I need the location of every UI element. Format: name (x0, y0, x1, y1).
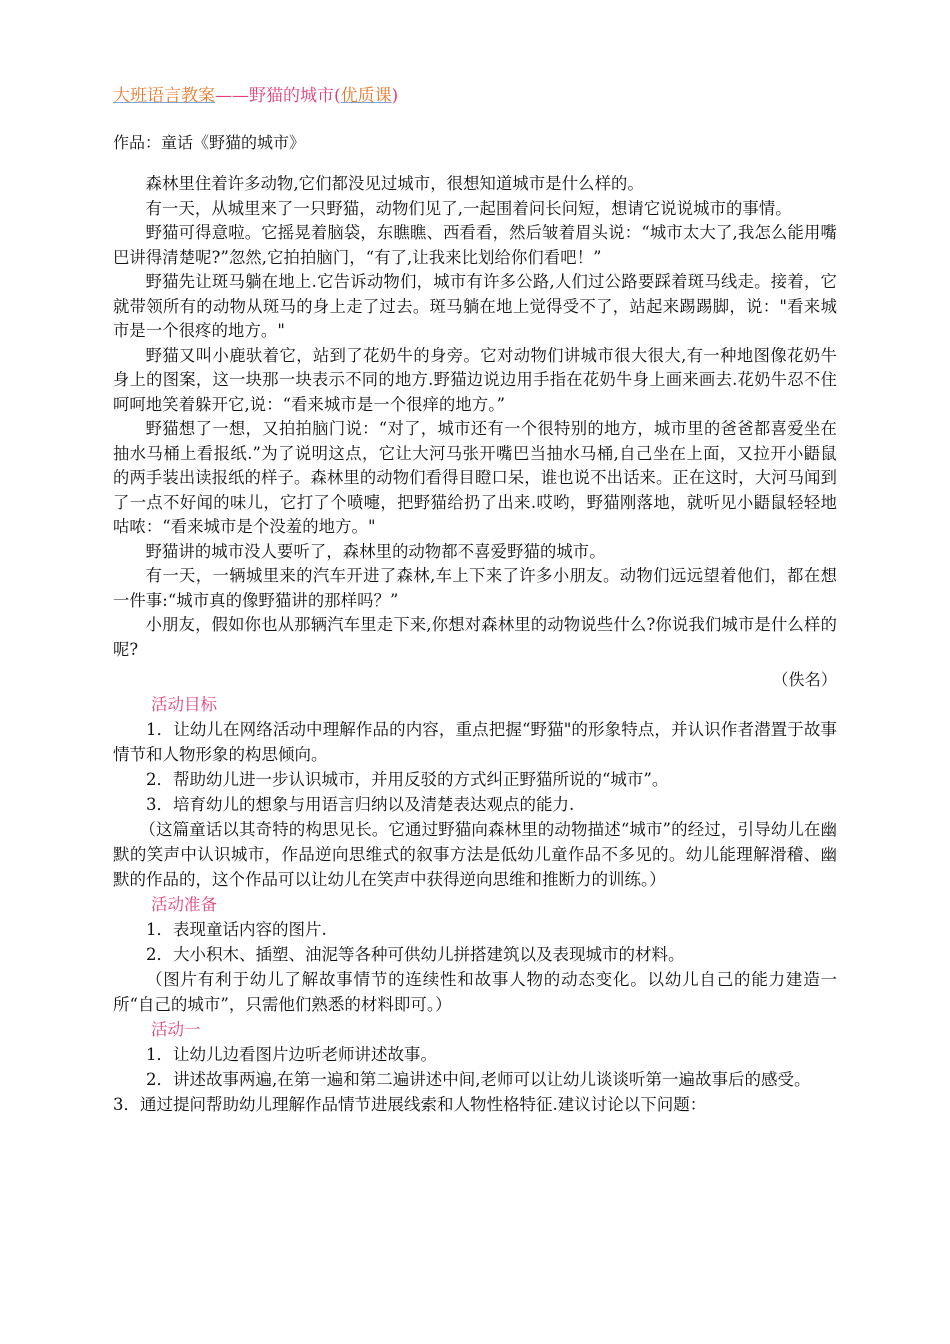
story-paragraph: 森林里住着许多动物,它们都没见过城市，很想知道城市是什么样的。 (145, 174, 644, 193)
title-topic: 野猫的城市( (249, 86, 341, 106)
title-dash: —— (215, 86, 249, 106)
story-paragraph: 小朋友，假如你也从那辆汽车里走下来,你想对森林里的动物说些什么?你说我们城市是什么样的呢? (113, 615, 837, 659)
prep-item: 1．表现童话内容的图片. (146, 920, 327, 939)
title-link-quality[interactable]: 优质课 (340, 86, 392, 106)
document-title (113, 84, 837, 108)
document-page (113, 84, 837, 1117)
goal-item: 1．让幼儿在网络活动中理解作品的内容，重点把握“野猫"的形象特点，并认识作者潜置于故事情节和人物形象的构思倾向。 (113, 720, 837, 764)
story-paragraph: 野猫又叫小鹿驮着它，站到了花奶牛的身旁。它对动物们讲城市很大很大,有一种地图像花奶牛身上的图案，这一块那一块表示不同的地方.野猫边说边用手指在花奶牛身上画来画去.花奶牛忍不住呵呵地笑着躲开它,说：“看来城市是一个很痒的地方。” (113, 345, 837, 414)
goals-note: （这篇童话以其奇特的构思见长。它通过野猫向森林里的动物描述“城市”的经过，引导幼儿在幽默的笑声中认识城市，作品逆向思维式的叙事方法是低幼儿童作品不多见的。幼儿能理解滑稽、幽默的作品的，这个作品可以让幼儿在笑声中获得逆向思维和推断力的训练。） (113, 820, 837, 889)
activity-item: 3．通过提问帮助幼儿理解作品情节进展线索和人物性格特征.建议讨论以下问题： (113, 1095, 707, 1114)
story-paragraph: 野猫可得意啦。它摇晃着脑袋，东瞧瞧、西看看，然后皱着眉头说：“城市太大了,我怎么能用嘴巴讲得清楚呢?”忽然,它拍拍脑门，“有了,让我来比划给你们看吧！” (113, 223, 837, 267)
story-paragraph: 野猫讲的城市没人要听了，森林里的动物都不喜爱野猫的城市。 (145, 541, 606, 561)
activity-item: 1．让幼儿边看图片边听老师讲述故事。 (146, 1045, 437, 1064)
story-paragraph: 野猫想了一想，又拍拍脑门说：“对了，城市还有一个很特别的地方，城市里的爸爸都喜爱坐在抽水马桶上看报纸.”为了说明这点，它让大河马张开嘴巴当抽水马桶,自己坐在上面，又拉开小鼯鼠的两手装出读报纸的样子。森林里的动物们看得目瞪口呆，谁也说不出话来。正在这时，大河马闻到了一点不好闻的味儿，它打了个喷嚏，把野猫给扔了出来.哎哟，野猫刚落地，就听见小鼯鼠轻轻地咕哝：“看来城市是个没羞的地方。" (113, 419, 837, 536)
activity-item: 2．讲述故事两遍,在第一遍和第二遍讲述中间,老师可以让幼儿谈谈听第一遍故事后的感受。 (146, 1070, 811, 1089)
story-paragraph: 有一天，从城里来了一只野猫，动物们见了,一起围着问长问短，想请它说说城市的事情。 (145, 198, 792, 218)
section-prep (113, 892, 837, 1017)
title-link-lesson[interactable]: 大班语言教案 (113, 86, 215, 106)
story-body (113, 172, 837, 692)
title-close: ) (391, 86, 399, 106)
prep-heading: 活动准备 (151, 895, 217, 914)
prep-item: 2．大小积木、插塑、油泥等各种可供幼儿拼搭建筑以及表现城市的材料。 (146, 945, 685, 964)
section-goals (113, 692, 837, 892)
section-activity-one (113, 1017, 837, 1117)
goals-heading: 活动目标 (151, 695, 217, 714)
work-line: 作品：童话《野猫的城市》 (113, 133, 306, 152)
story-paragraph: 有一天，一辆城里来的汽车开进了森林,车上下来了许多小朋友。动物们远远望着他们，都在想一件事:“城市真的像野猫讲的那样吗？” (113, 566, 837, 610)
prep-note: （图片有利于幼儿了解故事情节的连续性和故事人物的动态变化。以幼儿自己的能力建造一所“自己的城市”，只需他们熟悉的材料即可。） (113, 970, 837, 1014)
activity-one-heading: 活动一 (151, 1020, 201, 1039)
goal-item: 3．培育幼儿的想象与用语言归纳以及清楚表达观点的能力. (146, 795, 575, 814)
story-author: （佚名） (772, 670, 837, 689)
goal-item: 2．帮助幼儿进一步认识城市，并用反驳的方式纠正野猫所说的“城市”。 (146, 770, 669, 789)
story-paragraph: 野猫先让斑马躺在地上.它告诉动物们，城市有许多公路,人们过公路要踩着斑马线走。接着，它就带领所有的动物从斑马的身上走了过去。斑马躺在地上觉得受不了，站起来踢踢脚，说："看来城市是一个很疼的地方。" (113, 272, 837, 340)
